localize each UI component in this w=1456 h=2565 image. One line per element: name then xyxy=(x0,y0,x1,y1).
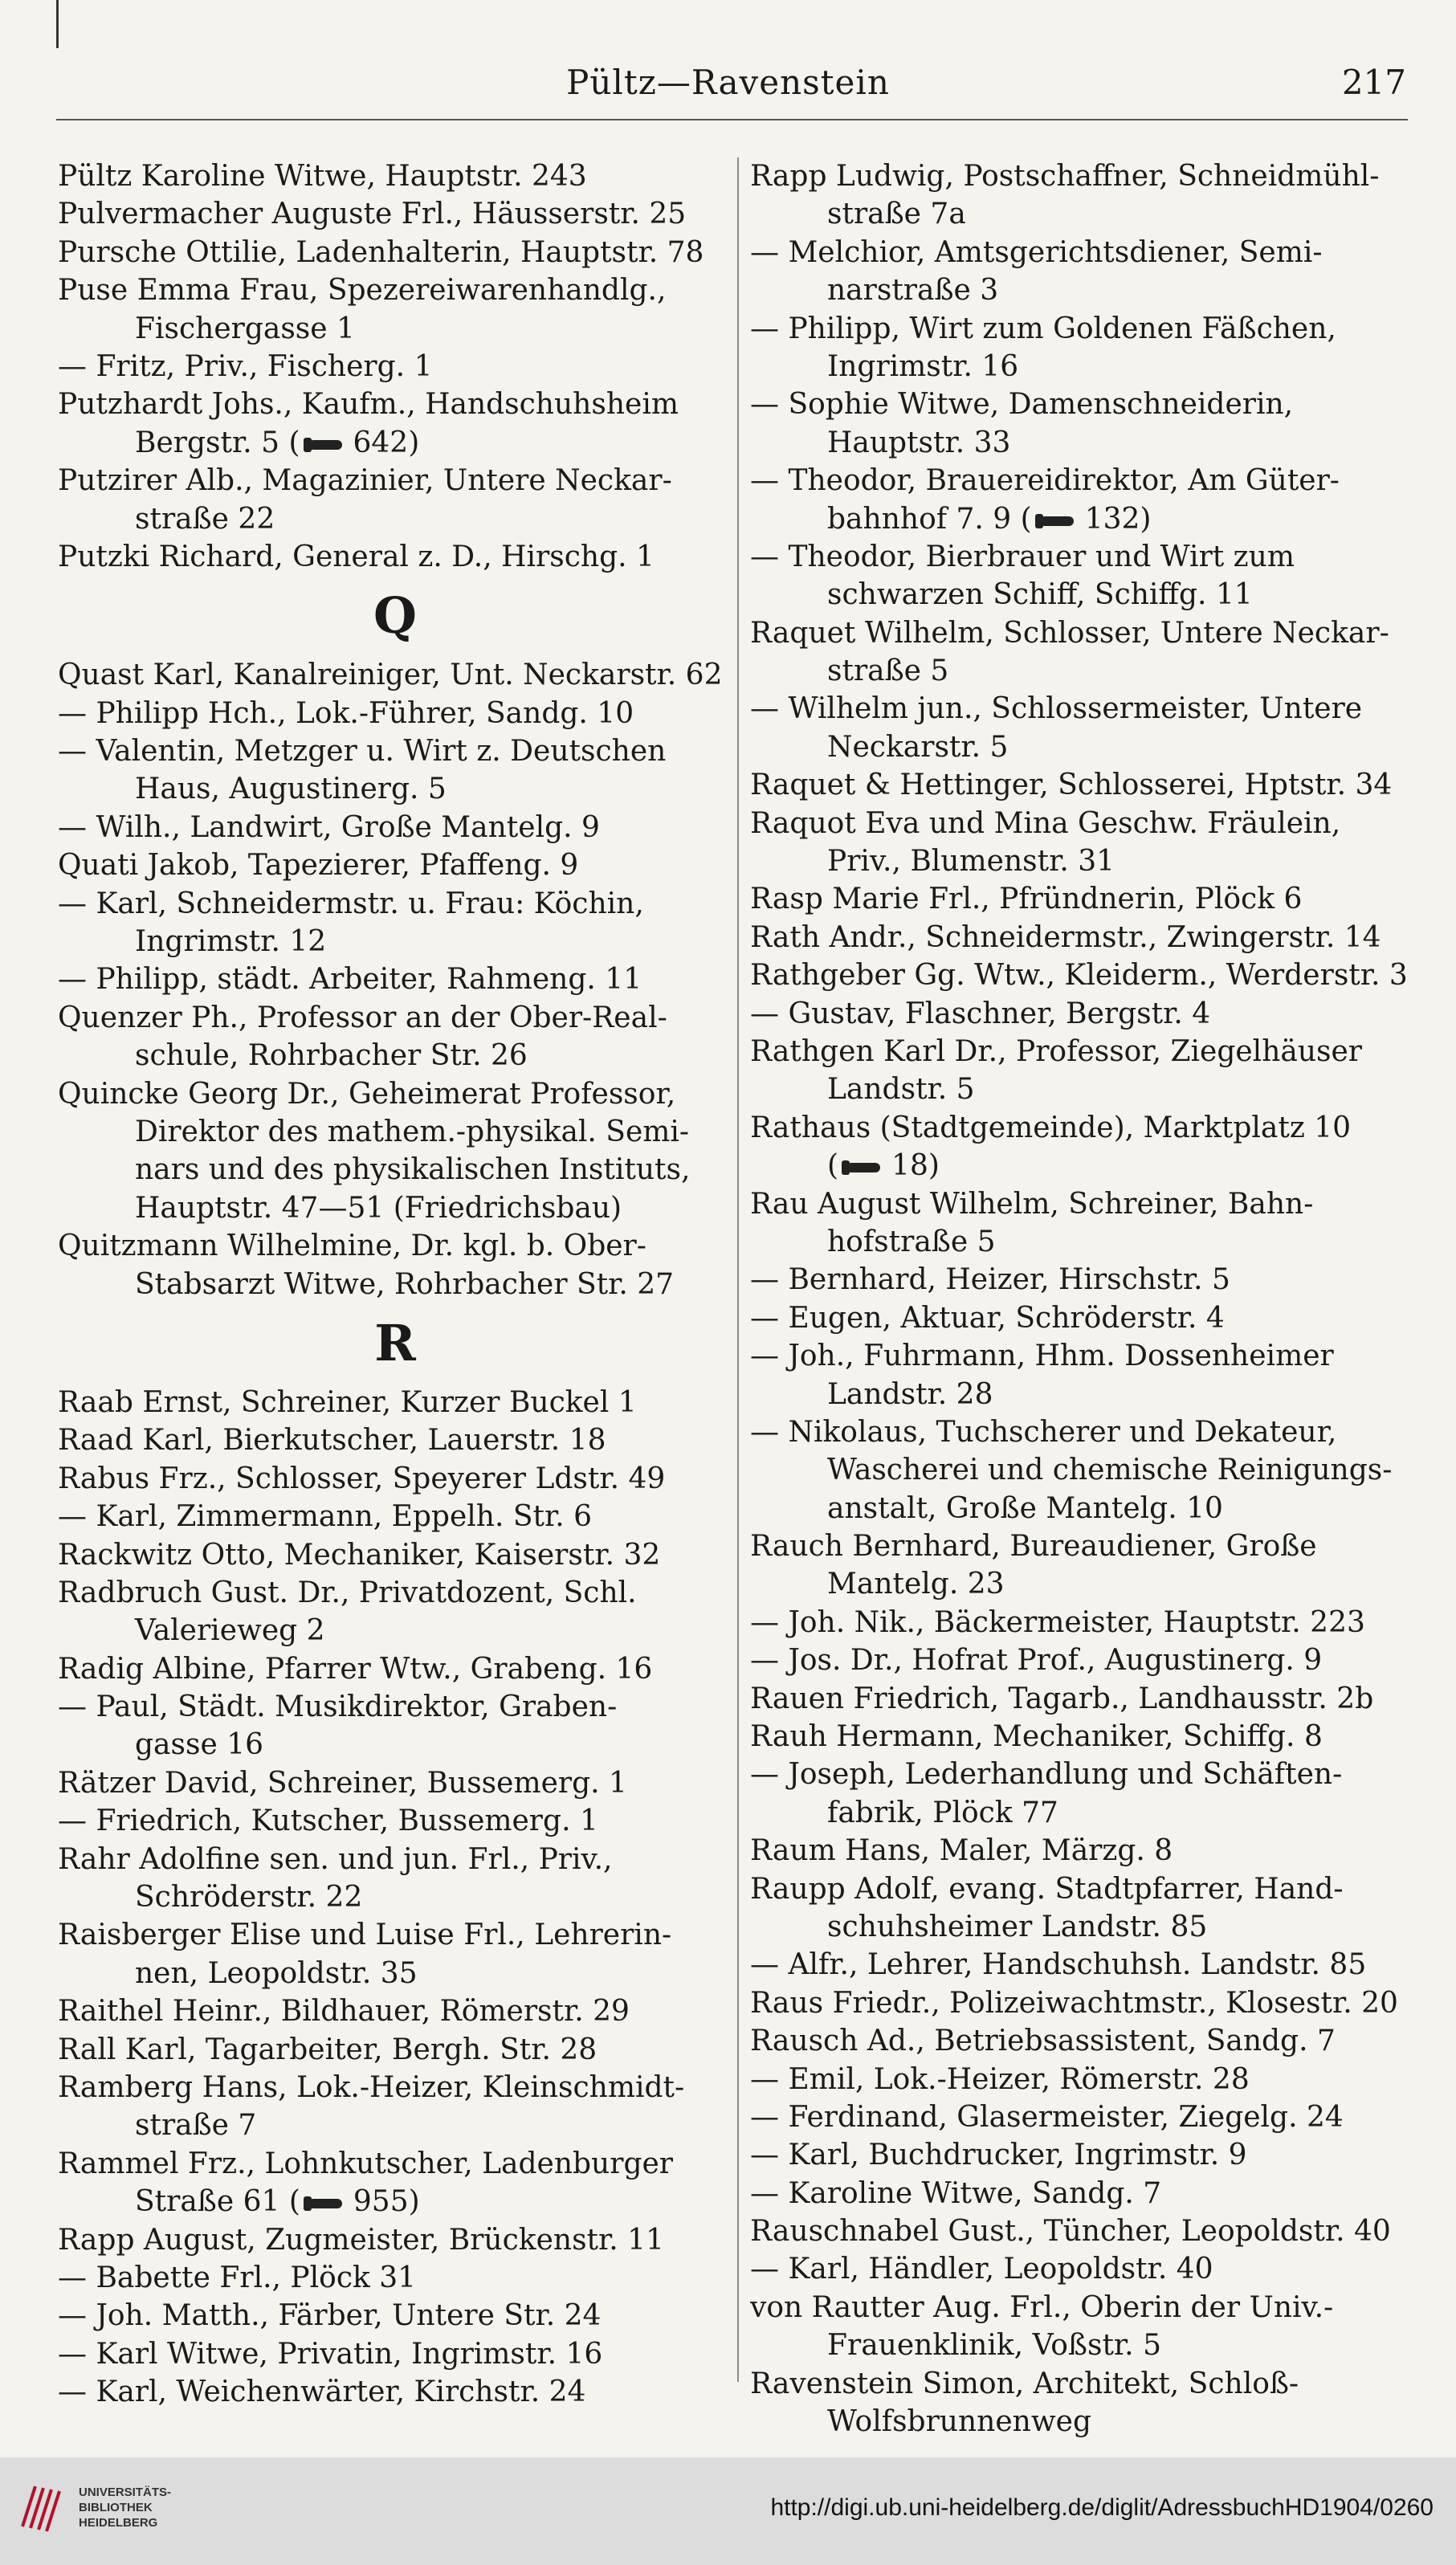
entry-text: — Sophie Witwe, Damenschneiderin, xyxy=(750,388,1294,422)
entry-text: Valerieweg 2 xyxy=(135,1614,325,1648)
directory-line xyxy=(58,1612,732,1650)
directory-line xyxy=(58,1878,732,1916)
entry-text: Rausch Ad., Betriebsassistent, Sandg. 7 xyxy=(750,2025,1336,2058)
directory-line xyxy=(750,690,1409,728)
entry-text: Raum Hans, Maler, Märzg. 8 xyxy=(750,1834,1173,1868)
entry-text: — Melchior, Amtsgerichtsdiener, Semi- xyxy=(750,235,1323,269)
telephone-icon xyxy=(304,436,350,454)
page-number: 217 xyxy=(1341,63,1406,102)
directory-line xyxy=(58,500,732,538)
telephone-icon xyxy=(842,1159,888,1176)
directory-line xyxy=(58,1992,732,2030)
directory-line xyxy=(750,348,1409,385)
entry-text: Pültz Karoline Witwe, Hauptstr. 243 xyxy=(58,160,587,193)
directory-line xyxy=(750,2250,1409,2288)
directory-line xyxy=(750,1109,1409,1147)
entry-text: schule, Rohrbacher Str. 26 xyxy=(135,1039,528,1073)
entry-text: — Nikolaus, Tuchscherer und Dekateur, xyxy=(750,1415,1337,1449)
entry-text: Ingrimstr. 16 xyxy=(827,349,1019,383)
entry-text: Landstr. 28 xyxy=(827,1377,993,1411)
directory-line xyxy=(750,2098,1409,2136)
entry-text: Raab Ernst, Schreiner, Kurzer Buckel 1 xyxy=(58,1385,637,1419)
entry-text: — Karl, Weichenwärter, Kirchstr. 24 xyxy=(58,2375,586,2409)
directory-line xyxy=(750,2326,1409,2364)
entry-text: schwarzen Schiff, Schiffg. 11 xyxy=(827,578,1253,612)
entry-text: Rathgen Karl Dr., Professor, Ziegelhäuser xyxy=(750,1034,1363,1068)
directory-line xyxy=(58,157,732,195)
entry-text: Pursche Ottilie, Ladenhalterin, Hauptstr. 78 xyxy=(58,235,704,269)
directory-line xyxy=(58,885,732,923)
directory-line xyxy=(58,1955,732,1992)
directory-line xyxy=(58,999,732,1037)
directory-line xyxy=(750,1413,1409,1451)
entry-text: — Philipp Hch., Lok.-Führer, Sandg. 10 xyxy=(58,696,634,730)
entry-text: Rall Karl, Tagarbeiter, Bergh. Str. 28 xyxy=(58,2033,597,2066)
directory-line xyxy=(58,462,732,500)
entry-text: — Karl, Buchdrucker, Ingrimstr. 9 xyxy=(750,2139,1247,2172)
entry-text: — Karl, Schneidermstr. u. Frau: Köchin, xyxy=(58,887,644,920)
directory-line xyxy=(750,310,1409,348)
directory-line xyxy=(58,2335,732,2373)
directory-line xyxy=(750,1832,1409,1870)
entry-text: nars und des physikalischen Instituts, xyxy=(135,1153,691,1187)
entry-text: Rathgeber Gg. Wtw., Kleiderm., Werderstr. 3 xyxy=(750,959,1408,993)
directory-line xyxy=(750,500,1409,538)
directory-line xyxy=(58,1151,732,1189)
entry-text: straße 22 xyxy=(135,502,275,536)
entry-text: Raad Karl, Bierkutscher, Lauerstr. 18 xyxy=(58,1424,606,1458)
entry-text: Rauschnabel Gust., Tüncher, Leopoldstr. 40 xyxy=(750,2215,1391,2249)
entry-text: straße 5 xyxy=(827,655,949,688)
entry-text: — Joh., Fuhrmann, Hhm. Dossenheimer xyxy=(750,1340,1334,1373)
directory-line xyxy=(750,1337,1409,1375)
directory-line xyxy=(750,1908,1409,1946)
entry-text: Pulvermacher Auguste Frl., Häusserstr. 25 xyxy=(58,198,687,231)
page-header-title: Pültz—Ravenstein xyxy=(566,63,890,102)
entry-text: — Emil, Lok.-Heizer, Römerstr. 28 xyxy=(750,2062,1250,2096)
directory-line xyxy=(750,1718,1409,1756)
directory-line xyxy=(58,1037,732,1075)
directory-line xyxy=(750,956,1409,994)
entry-text: Schröderstr. 22 xyxy=(135,1881,363,1915)
directory-line xyxy=(750,1756,1409,1793)
entry-text: — Wilh., Landwirt, Große Mantelg. 9 xyxy=(58,810,600,844)
directory-line xyxy=(750,1604,1409,1641)
directory-line xyxy=(750,2136,1409,2174)
directory-line xyxy=(750,1376,1409,1413)
directory-line xyxy=(750,2061,1409,2098)
entry-text: — Friedrich, Kutscher, Bussemerg. 1 xyxy=(58,1804,598,1838)
logo-line: UNIVERSITÄTS- xyxy=(79,2485,172,2499)
directory-line xyxy=(58,310,732,348)
directory-line xyxy=(750,919,1409,956)
directory-line xyxy=(58,2259,732,2297)
directory-line xyxy=(58,1650,732,1688)
entry-text: — Gustav, Flaschner, Bergstr. 4 xyxy=(750,997,1211,1030)
entry-text: Putzki Richard, General z. D., Hirschg. 1 xyxy=(58,540,655,573)
entry-text: Putzirer Alb., Magazinier, Untere Neckar- xyxy=(58,464,672,498)
entry-text: Rabus Frz., Schlosser, Speyerer Ldstr. 49 xyxy=(58,1462,666,1495)
entry-text: — Theodor, Brauereidirektor, Am Güter- xyxy=(750,464,1340,498)
entry-text: Direktor des mathem.-physikal. Semi- xyxy=(135,1115,690,1148)
directory-line xyxy=(58,1688,732,1726)
directory-line xyxy=(750,1984,1409,2022)
directory-line xyxy=(750,880,1409,918)
entry-text: Rätzer David, Schreiner, Bussemerg. 1 xyxy=(58,1766,627,1800)
header-rule xyxy=(56,119,1408,120)
entry-text: Rau August Wilhelm, Schreiner, Bahn- xyxy=(750,1187,1314,1221)
section-letter: R xyxy=(374,1313,416,1372)
directory-line xyxy=(750,995,1409,1033)
directory-line xyxy=(58,2183,732,2220)
right-column xyxy=(750,157,1409,2441)
directory-line xyxy=(58,770,732,808)
entry-text: Wascherei und chemische Reinigungs- xyxy=(827,1454,1393,1487)
entry-text: Puse Emma Frau, Spezereiwarenhandlg., xyxy=(58,274,667,308)
entry-text: Haus, Augustinerg. 5 xyxy=(135,773,447,806)
entry-text: Rauch Bernhard, Bureaudiener, Große xyxy=(750,1530,1317,1564)
directory-line xyxy=(750,766,1409,804)
entry-text: Rackwitz Otto, Mechaniker, Kaiserstr. 32 xyxy=(58,1538,661,1572)
source-url-link[interactable]: http://digi.ub.uni-heidelberg.de/diglit/AdressbuchHD1904/0260 xyxy=(770,2494,1434,2521)
entry-text: fabrik, Plöck 77 xyxy=(827,1796,1058,1829)
directory-line xyxy=(750,157,1409,195)
directory-line xyxy=(750,1147,1409,1185)
directory-line xyxy=(750,462,1409,500)
entry-text: Hauptstr. 47—51 (Friedrichsbau) xyxy=(135,1191,622,1225)
entry-text: Raupp Adolf, evang. Stadtpfarrer, Hand- xyxy=(750,1872,1344,1906)
entry-text: Quitzmann Wilhelmine, Dr. kgl. b. Ober- xyxy=(58,1229,646,1263)
entry-text: Ramberg Hans, Lok.-Heizer, Kleinschmidt- xyxy=(58,2070,685,2104)
telephone-number: 18) xyxy=(891,1149,940,1183)
entry-text: Landstr. 5 xyxy=(827,1073,975,1107)
column-divider xyxy=(737,157,739,2382)
directory-line xyxy=(58,2145,732,2183)
spine-mark xyxy=(56,0,59,48)
directory-line xyxy=(750,1946,1409,1984)
entry-text: Hauptstr. 33 xyxy=(827,426,1011,459)
directory-line xyxy=(58,2297,732,2335)
directory-line xyxy=(58,1075,732,1113)
entry-text: Ravenstein Simon, Architekt, Schloß- xyxy=(750,2367,1299,2400)
entry-text: Raithel Heinr., Bildhauer, Römerstr. 29 xyxy=(58,1995,630,2029)
directory-line xyxy=(58,1574,732,1612)
entry-text: — Bernhard, Heizer, Hirschstr. 5 xyxy=(750,1263,1230,1297)
entry-text: Raquot Eva und Mina Geschw. Fräulein, xyxy=(750,806,1341,840)
entry-text: — Karl Witwe, Privatin, Ingrimstr. 16 xyxy=(58,2337,603,2371)
directory-line xyxy=(58,234,732,271)
directory-line xyxy=(58,271,732,309)
directory-line xyxy=(750,728,1409,766)
directory-line xyxy=(58,809,732,846)
entry-text: hofstraße 5 xyxy=(827,1225,996,1258)
telephone-number: 955) xyxy=(353,2185,420,2219)
entry-text: — Karoline Witwe, Sandg. 7 xyxy=(750,2176,1162,2210)
directory-line xyxy=(750,2403,1409,2441)
entry-text: Rauen Friedrich, Tagarb., Landhausstr. 2b xyxy=(750,1682,1374,1715)
entry-text: Raus Friedr., Polizeiwachtmstr., Klosestr. 20 xyxy=(750,1986,1398,2020)
entry-text: Rath Andr., Schneidermstr., Zwingerstr. 14 xyxy=(750,920,1381,954)
directory-line xyxy=(58,195,732,233)
directory-line xyxy=(58,695,732,732)
entry-text: Ingrimstr. 12 xyxy=(135,925,327,959)
entry-text: von Rautter Aug. Frl., Oberin der Univ.- xyxy=(750,2290,1334,2324)
directory-line xyxy=(750,1641,1409,1679)
directory-line xyxy=(58,656,732,694)
directory-line xyxy=(58,424,732,462)
entry-text: — Babette Frl., Plöck 31 xyxy=(58,2261,417,2294)
section-letter: Q xyxy=(373,586,417,646)
directory-line xyxy=(750,1490,1409,1527)
entry-text: Quenzer Ph., Professor an der Ober-Real- xyxy=(58,1001,667,1034)
directory-line xyxy=(58,1421,732,1459)
entry-text: Raisberger Elise und Luise Frl., Lehrerin- xyxy=(58,1919,672,1952)
directory-line xyxy=(750,1565,1409,1603)
entry-text: — Valentin, Metzger u. Wirt z. Deutschen xyxy=(58,735,667,769)
entry-text: — Karl, Zimmermann, Eppelh. Str. 6 xyxy=(58,1500,593,1534)
directory-line xyxy=(58,732,732,770)
entry-text: straße 7a xyxy=(827,198,966,231)
entry-text: Fischergasse 1 xyxy=(135,312,355,345)
library-logo-icon xyxy=(18,2478,67,2534)
directory-line xyxy=(58,1536,732,1574)
directory-line xyxy=(750,195,1409,233)
directory-line xyxy=(58,1227,732,1265)
entry-text: — Eugen, Aktuar, Schröderstr. 4 xyxy=(750,1301,1225,1335)
directory-line xyxy=(58,348,732,385)
entry-text: Putzhardt Johs., Kaufm., Handschuhsheim xyxy=(58,388,679,422)
directory-line xyxy=(750,652,1409,690)
directory-line xyxy=(58,1113,732,1151)
directory-line xyxy=(58,960,732,998)
entry-text: Rahr Adolfine sen. und jun. Frl., Priv., xyxy=(58,1842,613,1876)
directory-line xyxy=(750,1870,1409,1908)
entry-text: — Joh. Nik., Bäckermeister, Hauptstr. 223 xyxy=(750,1605,1365,1639)
directory-line xyxy=(750,576,1409,614)
directory-line xyxy=(750,385,1409,423)
directory-line xyxy=(58,538,732,576)
entry-text: — Alfr., Lehrer, Handschuhsh. Landstr. 85 xyxy=(750,1948,1367,1982)
entry-text: — Paul, Städt. Musikdirektor, Graben- xyxy=(58,1690,618,1724)
directory-line xyxy=(750,1451,1409,1489)
directory-line xyxy=(58,1498,732,1535)
entry-text: — Philipp, Wirt zum Goldenen Fäßchen, xyxy=(750,312,1336,345)
entry-text: anstalt, Große Mantelg. 10 xyxy=(827,1491,1223,1525)
entry-text: Rapp Ludwig, Postschaffner, Schneidmühl- xyxy=(750,160,1380,193)
directory-line xyxy=(750,1033,1409,1070)
directory-line xyxy=(750,1299,1409,1337)
left-column xyxy=(58,157,732,2411)
directory-line xyxy=(750,2365,1409,2403)
directory-line xyxy=(750,1070,1409,1108)
logo-line: HEIDELBERG xyxy=(79,2516,158,2530)
telephone-icon xyxy=(1035,512,1082,530)
directory-line xyxy=(58,1841,732,1878)
directory-line xyxy=(58,1384,732,1421)
telephone-icon xyxy=(304,2195,350,2212)
entry-text: — Jos. Dr., Hofrat Prof., Augustinerg. 9 xyxy=(750,1644,1323,1678)
directory-line xyxy=(750,1185,1409,1223)
entry-text: Bergstr. 5 ( xyxy=(135,426,300,459)
directory-line xyxy=(750,2212,1409,2250)
entry-text: straße 7 xyxy=(135,2109,257,2143)
entry-text: — Joseph, Lederhandlung und Schäften- xyxy=(750,1758,1343,1792)
entry-text: Rauh Hermann, Mechaniker, Schiffg. 8 xyxy=(750,1720,1323,1754)
entry-text: Quincke Georg Dr., Geheimerat Professor, xyxy=(58,1077,676,1111)
entry-text: Rasp Marie Frl., Pfründnerin, Plöck 6 xyxy=(750,883,1303,916)
entry-text: — Theodor, Bierbrauer und Wirt zum xyxy=(750,540,1295,573)
directory-line xyxy=(750,1223,1409,1261)
entry-text: Quast Karl, Kanalreiniger, Unt. Neckarstr. 62 xyxy=(58,659,723,692)
directory-line xyxy=(750,1527,1409,1565)
directory-line xyxy=(750,2175,1409,2212)
directory-line xyxy=(750,614,1409,652)
directory-line xyxy=(58,385,732,423)
entry-text: Raquet Wilhelm, Schlosser, Untere Neckar- xyxy=(750,616,1389,650)
directory-line xyxy=(58,1726,732,1764)
entry-text: Stabsarzt Witwe, Rohrbacher Str. 27 xyxy=(135,1267,675,1301)
entry-text: nen, Leopoldstr. 35 xyxy=(135,1956,418,1990)
directory-line xyxy=(58,1460,732,1498)
entry-text: Radbruch Gust. Dr., Privatdozent, Schl. xyxy=(58,1576,637,1609)
entry-text: Mantelg. 23 xyxy=(827,1568,1005,1601)
entry-text: ( xyxy=(827,1149,839,1183)
entry-text: — Wilhelm jun., Schlossermeister, Untere xyxy=(750,692,1363,726)
library-logo-text xyxy=(79,2485,171,2530)
entry-text: — Ferdinand, Glasermeister, Ziegelg. 24 xyxy=(750,2100,1344,2134)
entry-text: Wolfsbrunnenweg xyxy=(827,2405,1092,2439)
entry-text: Frauenklinik, Voßstr. 5 xyxy=(827,2329,1161,2363)
directory-line xyxy=(58,923,732,960)
entry-text: narstraße 3 xyxy=(827,274,999,308)
entry-text: Raquet & Hettinger, Schlosserei, Hptstr. 34 xyxy=(750,769,1393,802)
directory-line xyxy=(58,1189,732,1227)
directory-line xyxy=(58,1802,732,1840)
directory-line xyxy=(750,1261,1409,1299)
entry-text: Rapp August, Zugmeister, Brückenstr. 11 xyxy=(58,2223,664,2257)
entry-text: — Karl, Händler, Leopoldstr. 40 xyxy=(750,2253,1213,2286)
directory-line xyxy=(750,424,1409,462)
entry-text: Neckarstr. 5 xyxy=(827,730,1009,764)
directory-line xyxy=(750,234,1409,271)
entry-text: Radig Albine, Pfarrer Wtw., Grabeng. 16 xyxy=(58,1652,653,1686)
telephone-number: 132) xyxy=(1084,502,1152,536)
entry-text: Rammel Frz., Lohnkutscher, Ladenburger xyxy=(58,2147,674,2180)
directory-line xyxy=(750,842,1409,880)
directory-line xyxy=(750,805,1409,842)
entry-text: Rathaus (Stadtgemeinde), Marktplatz 10 xyxy=(750,1111,1352,1144)
directory-line xyxy=(58,2373,732,2411)
directory-line xyxy=(58,1916,732,1954)
directory-line xyxy=(750,2289,1409,2326)
directory-line xyxy=(750,271,1409,309)
entry-text: — Philipp, städt. Arbeiter, Rahmeng. 11 xyxy=(58,963,642,997)
directory-line xyxy=(58,1266,732,1303)
entry-text: bahnhof 7. 9 ( xyxy=(827,502,1032,536)
entry-text: gasse 16 xyxy=(135,1728,264,1762)
directory-line xyxy=(58,1764,732,1802)
directory-line xyxy=(750,538,1409,576)
directory-line xyxy=(58,846,732,884)
directory-line xyxy=(58,2069,732,2106)
footer-bar xyxy=(0,2457,1456,2565)
telephone-number: 642) xyxy=(353,426,420,459)
directory-line xyxy=(58,2106,732,2144)
entry-text: Quati Jakob, Tapezierer, Pfaffeng. 9 xyxy=(58,849,579,883)
directory-line xyxy=(750,1680,1409,1718)
directory-line xyxy=(58,2031,732,2069)
entry-text: Straße 61 ( xyxy=(135,2185,300,2219)
directory-line xyxy=(750,2022,1409,2060)
directory-line xyxy=(750,1794,1409,1832)
entry-text: — Joh. Matth., Färber, Untere Str. 24 xyxy=(58,2299,602,2333)
directory-line xyxy=(58,2221,732,2259)
entry-text: — Fritz, Priv., Fischerg. 1 xyxy=(58,349,433,383)
logo-line: BIBLIOTHEK xyxy=(79,2501,153,2514)
entry-text: Priv., Blumenstr. 31 xyxy=(827,845,1115,879)
entry-text: schuhsheimer Landstr. 85 xyxy=(827,1910,1208,1943)
